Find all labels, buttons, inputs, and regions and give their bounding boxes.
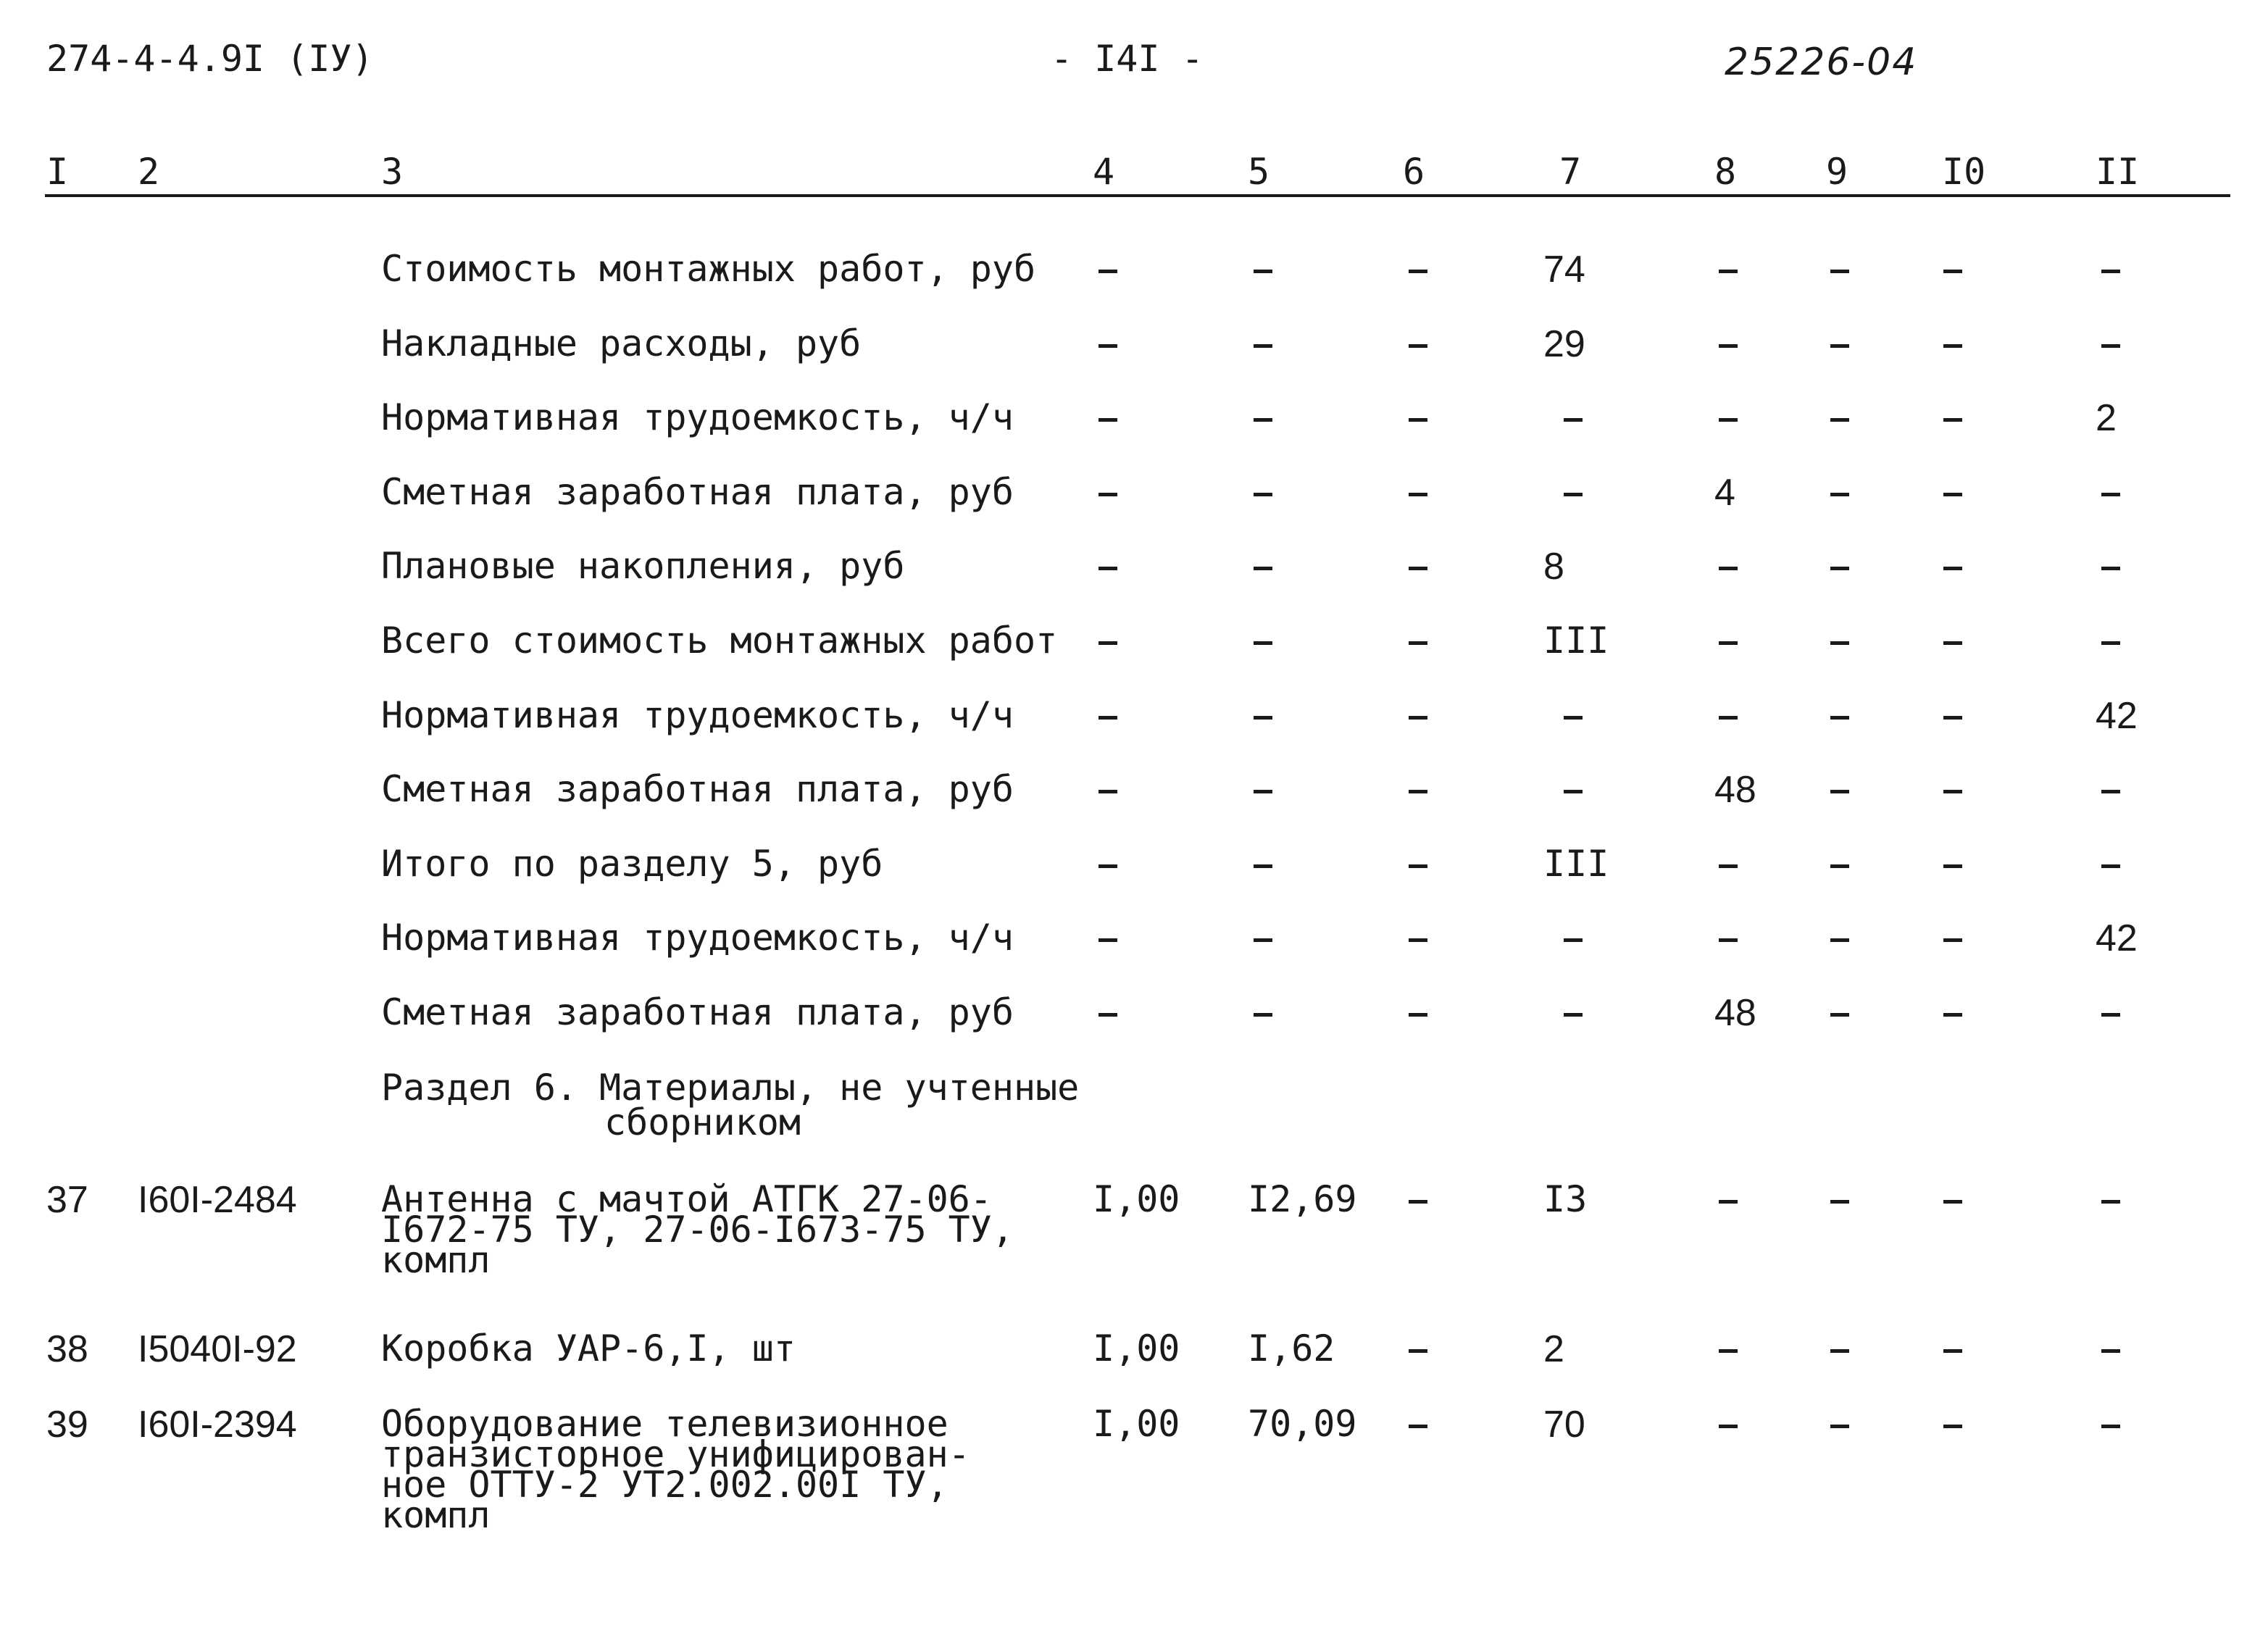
row-label: Нормативная трудоемкость, ч/ч <box>381 694 1014 736</box>
empty-dash <box>1409 1013 1427 1017</box>
row-label: Сметная заработная плата, руб <box>381 471 1014 513</box>
empty-dash <box>1719 418 1738 422</box>
empty-dash <box>1830 1200 1849 1204</box>
cell-value: 42 <box>2096 917 2138 959</box>
cell-value: 8 <box>1543 546 1564 588</box>
empty-dash <box>1254 864 1272 868</box>
empty-dash <box>1409 418 1427 422</box>
empty-dash <box>1830 1013 1849 1017</box>
row-label: Нормативная трудоемкость, ч/ч <box>381 917 1014 959</box>
empty-dash <box>2101 270 2120 273</box>
empty-dash <box>1254 641 1272 645</box>
empty-dash <box>2101 641 2120 645</box>
cell-value: I,62 <box>1248 1327 1335 1369</box>
empty-dash <box>1830 641 1849 645</box>
column-header-6: 6 <box>1403 151 1425 193</box>
column-header-4: 4 <box>1093 151 1115 193</box>
cell-value: 70 <box>1543 1404 1585 1446</box>
empty-dash <box>1254 567 1272 570</box>
empty-dash <box>1830 418 1849 422</box>
empty-dash <box>1564 493 1583 496</box>
row-label: Сметная заработная плата, руб <box>381 991 1014 1033</box>
cell-value: I3 <box>1543 1178 1588 1220</box>
empty-dash <box>1254 344 1272 348</box>
empty-dash <box>1409 1349 1427 1353</box>
empty-dash <box>1409 716 1427 720</box>
row-label: Накладные расходы, руб <box>381 322 862 364</box>
cell-value: 70,09 <box>1248 1403 1357 1445</box>
empty-dash <box>1564 716 1583 720</box>
empty-dash <box>1719 1349 1738 1353</box>
empty-dash <box>1719 567 1738 570</box>
empty-dash <box>1943 938 1962 942</box>
cell-value: 2 <box>2096 397 2117 439</box>
empty-dash <box>1943 716 1962 720</box>
empty-dash <box>1409 344 1427 348</box>
cell-value: I2,69 <box>1248 1178 1357 1220</box>
item-code: I60I-2394 <box>138 1404 297 1446</box>
empty-dash <box>1254 716 1272 720</box>
item-description-line: ное ОТТУ-2 УТ2.002.00I ТУ, <box>381 1464 949 1506</box>
empty-dash <box>1830 270 1849 273</box>
empty-dash <box>1830 864 1849 868</box>
empty-dash <box>1409 567 1427 570</box>
empty-dash <box>1098 1013 1117 1017</box>
empty-dash <box>1098 344 1117 348</box>
header-rule <box>45 194 2230 197</box>
empty-dash <box>1409 1425 1427 1428</box>
item-code: I60I-2484 <box>138 1179 297 1221</box>
empty-dash <box>1564 1013 1583 1017</box>
item-description-line: транзисторное унифицирован- <box>381 1433 970 1475</box>
empty-dash <box>1943 270 1962 273</box>
cell-value: III <box>1543 843 1609 885</box>
cell-value: 48 <box>1714 992 1756 1034</box>
cell-value: 48 <box>1714 769 1756 811</box>
empty-dash <box>1943 1013 1962 1017</box>
item-description-line: I672-75 ТУ, 27-06-I673-75 ТУ, <box>381 1209 1014 1251</box>
item-description-line: Коробка УАР-6,I, шт <box>381 1327 796 1369</box>
empty-dash <box>1098 641 1117 645</box>
row-label: Плановые накопления, руб <box>381 545 905 587</box>
empty-dash <box>1564 418 1583 422</box>
empty-dash <box>1719 270 1738 273</box>
column-header-2: 2 <box>138 151 160 193</box>
empty-dash <box>1254 418 1272 422</box>
item-description-line: Оборудование телевизионное <box>381 1403 949 1445</box>
cell-value: I,00 <box>1093 1327 1180 1369</box>
empty-dash <box>1409 1200 1427 1204</box>
row-label: Итого по разделу 5, руб <box>381 843 883 885</box>
empty-dash <box>1830 716 1849 720</box>
empty-dash <box>1254 938 1272 942</box>
item-code: I5040I-92 <box>138 1328 297 1370</box>
empty-dash <box>1098 418 1117 422</box>
empty-dash <box>1719 938 1738 942</box>
empty-dash <box>1409 641 1427 645</box>
empty-dash <box>1830 567 1849 570</box>
empty-dash <box>1943 567 1962 570</box>
empty-dash <box>2101 344 2120 348</box>
empty-dash <box>1719 344 1738 348</box>
empty-dash <box>1719 1200 1738 1204</box>
cell-value: III <box>1543 620 1609 662</box>
empty-dash <box>2101 1200 2120 1204</box>
item-number: 38 <box>46 1328 88 1370</box>
row-label: Нормативная трудоемкость, ч/ч <box>381 396 1014 438</box>
empty-dash <box>1943 344 1962 348</box>
item-number: 37 <box>46 1179 88 1221</box>
empty-dash <box>1409 864 1427 868</box>
column-header-8: 8 <box>1714 151 1737 193</box>
empty-dash <box>1098 567 1117 570</box>
empty-dash <box>2101 864 2120 868</box>
item-description-line: компл <box>381 1494 491 1536</box>
empty-dash <box>2101 1425 2120 1428</box>
empty-dash <box>1830 1425 1849 1428</box>
empty-dash <box>1719 1425 1738 1428</box>
empty-dash <box>1098 716 1117 720</box>
archive-number: 25226-04 <box>1725 41 1918 84</box>
empty-dash <box>2101 493 2120 496</box>
page-number: - I4I - <box>1051 38 1204 80</box>
item-description-line: Антенна с мачтой АТГК 27-06- <box>381 1178 992 1220</box>
empty-dash <box>1254 790 1272 793</box>
empty-dash <box>1943 1425 1962 1428</box>
cell-value: I,00 <box>1093 1403 1180 1445</box>
column-header-10: I0 <box>1942 151 1986 193</box>
row-label: Всего стоимость монтажных работ <box>381 620 1058 662</box>
empty-dash <box>1564 790 1583 793</box>
cell-value: I,00 <box>1093 1178 1180 1220</box>
column-header-9: 9 <box>1826 151 1848 193</box>
empty-dash <box>1943 641 1962 645</box>
empty-dash <box>1409 270 1427 273</box>
empty-dash <box>1943 864 1962 868</box>
empty-dash <box>1830 790 1849 793</box>
row-label: Стоимость монтажных работ, руб <box>381 248 1036 290</box>
empty-dash <box>1943 1200 1962 1204</box>
cell-value: 29 <box>1543 323 1585 365</box>
empty-dash <box>1098 790 1117 793</box>
empty-dash <box>1098 270 1117 273</box>
item-number: 39 <box>46 1404 88 1446</box>
column-header-7: 7 <box>1559 151 1582 193</box>
column-header-3: 3 <box>381 151 404 193</box>
cell-value: 4 <box>1714 472 1735 514</box>
empty-dash <box>1719 716 1738 720</box>
column-header-11: II <box>2096 151 2140 193</box>
cell-value: 74 <box>1543 249 1585 291</box>
empty-dash <box>2101 567 2120 570</box>
section-heading-line: Раздел 6. Материалы, не учтенные <box>381 1067 1080 1109</box>
empty-dash <box>1943 790 1962 793</box>
empty-dash <box>1254 493 1272 496</box>
cell-value: 2 <box>1543 1328 1564 1370</box>
empty-dash <box>1409 938 1427 942</box>
empty-dash <box>2101 1013 2120 1017</box>
empty-dash <box>1409 493 1427 496</box>
empty-dash <box>1830 344 1849 348</box>
empty-dash <box>1830 938 1849 942</box>
cell-value: 42 <box>2096 695 2138 737</box>
empty-dash <box>2101 1349 2120 1353</box>
empty-dash <box>1830 493 1849 496</box>
empty-dash <box>1098 493 1117 496</box>
column-header-5: 5 <box>1248 151 1270 193</box>
document-code: 274-4-4.9I (IУ) <box>46 38 374 80</box>
empty-dash <box>1254 1013 1272 1017</box>
empty-dash <box>1564 938 1583 942</box>
empty-dash <box>1254 270 1272 273</box>
empty-dash <box>1830 1349 1849 1353</box>
empty-dash <box>1719 641 1738 645</box>
empty-dash <box>1409 790 1427 793</box>
empty-dash <box>1943 493 1962 496</box>
row-label: Сметная заработная плата, руб <box>381 768 1014 810</box>
empty-dash <box>1098 938 1117 942</box>
section-heading-line: сборником <box>604 1101 801 1143</box>
empty-dash <box>1098 864 1117 868</box>
empty-dash <box>2101 790 2120 793</box>
empty-dash <box>1719 864 1738 868</box>
empty-dash <box>1943 1349 1962 1353</box>
empty-dash <box>1943 418 1962 422</box>
column-header-1: I <box>46 151 69 193</box>
item-description-line: компл <box>381 1239 491 1281</box>
